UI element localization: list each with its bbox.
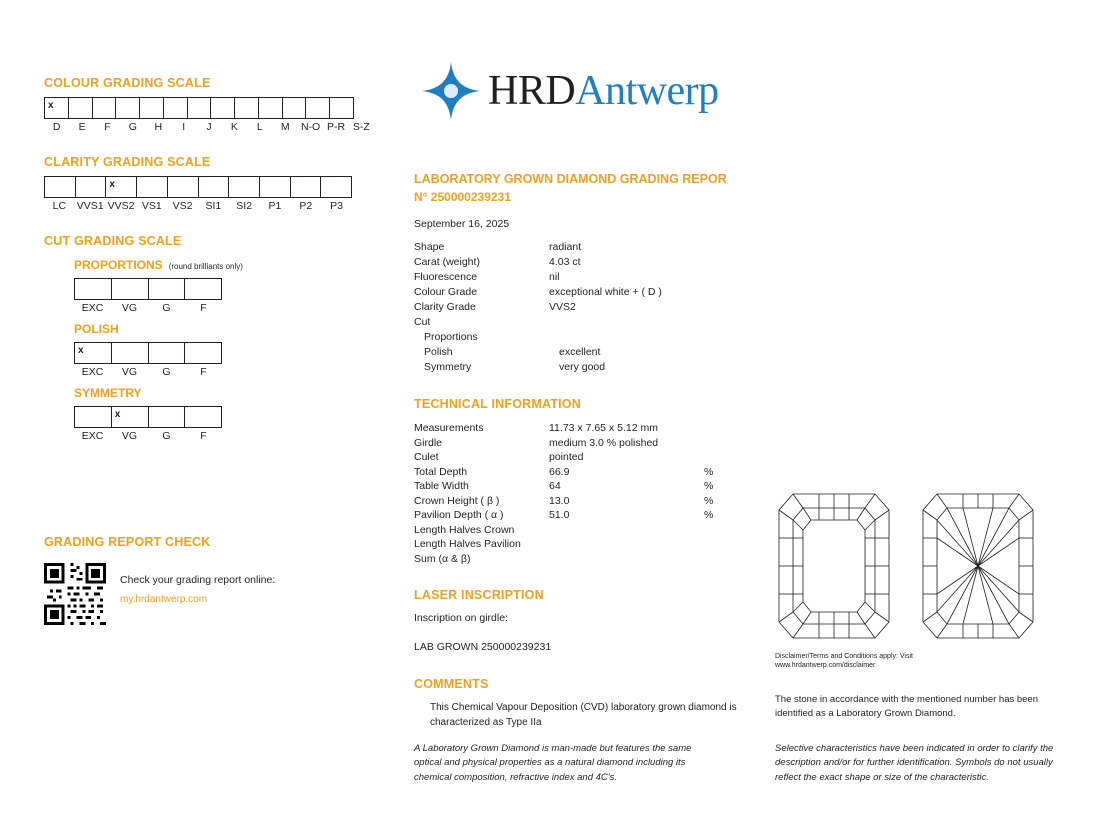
symmetry-scale-label: VG [121, 430, 138, 442]
colour-scale-cell [235, 98, 259, 118]
symmetry-cell [112, 407, 149, 427]
clarity-scale-label: P1 [268, 200, 282, 212]
report-field-value: 4.03 ct [549, 256, 581, 268]
colour-scale-label: E [78, 121, 86, 133]
technical-row [414, 508, 744, 523]
technical-unit [704, 523, 744, 538]
clarity-scale-label: P3 [330, 200, 343, 212]
technical-unit: % [704, 465, 714, 478]
polish-scale-label: G [162, 366, 171, 378]
technical-key: Culet [414, 451, 439, 463]
technical-value: 64 [549, 480, 561, 492]
colour-scale-label: G [128, 121, 137, 133]
crown-view-diagram [775, 490, 893, 642]
clarity-scale-cell [168, 177, 199, 197]
report-number: N° 250000239231 [414, 190, 511, 204]
comments-title: COMMENTS [414, 677, 489, 691]
proportions-note: (round brilliants only) [168, 262, 243, 271]
report-field-key: Shape [414, 241, 445, 253]
proportions-cell [149, 279, 186, 299]
technical-key: Measurements [414, 422, 484, 434]
technical-unit [704, 436, 744, 451]
logo-hrd-text: HRD [488, 68, 576, 114]
technical-key: Sum (α & β) [414, 552, 471, 565]
clarity-scale-boxes [44, 176, 352, 198]
report-field-row [414, 360, 744, 375]
polish-cell [112, 343, 149, 363]
colour-scale-label: F [104, 121, 111, 133]
technical-key: Length Halves Pavilion [414, 538, 521, 550]
symmetry-scale-label: F [200, 430, 207, 442]
colour-scale-cell [164, 98, 188, 118]
stone-identification-note: The stone in accordance with the mentioned number has been identified as a Laboratory Grown Diamond. [775, 693, 1038, 720]
report-field-key: Colour Grade [414, 286, 478, 298]
technical-value: 66.9 [549, 465, 570, 478]
colour-scale-label: H [154, 121, 163, 133]
polish-boxes [74, 342, 222, 364]
technical-row [414, 421, 744, 436]
hrd-antwerp-logo [420, 60, 719, 122]
proportions-scale [74, 278, 374, 314]
clarity-scale-cell [45, 177, 76, 197]
clarity-scale-label: VVS1 [76, 200, 104, 212]
technical-key: Pavilion Depth ( α ) [414, 509, 504, 521]
technical-value [549, 523, 704, 538]
symmetry-scale [74, 406, 374, 442]
proportions-cell [75, 279, 112, 299]
report-field-value [559, 330, 744, 345]
colour-scale-cell [116, 98, 140, 118]
report-field-row [414, 255, 744, 270]
report-field-value: very good [559, 361, 606, 373]
clarity-scale-title: CLARITY GRADING SCALE [44, 155, 211, 169]
technical-row [414, 523, 744, 538]
proportions-label-row [74, 258, 374, 272]
grading-report-check [44, 535, 364, 625]
technical-unit: % [704, 509, 714, 521]
proportions-cell [185, 279, 222, 299]
clarity-scale-label: VS1 [141, 200, 162, 212]
clarity-scale-cell [199, 177, 230, 197]
pavilion-view-diagram [919, 490, 1037, 642]
technical-information-title: TECHNICAL INFORMATION [414, 397, 581, 411]
technical-information-table [414, 421, 744, 566]
technical-value [549, 537, 704, 552]
report-field-row [414, 330, 744, 345]
clarity-scale-mark: x [109, 179, 115, 190]
proportions-cell [112, 279, 149, 299]
clarity-scale-label: SI2 [236, 200, 253, 212]
symmetry-mark: x [114, 409, 121, 420]
clarity-scale-cell [106, 177, 137, 197]
technical-value [549, 552, 704, 567]
report-field-value: excellent [559, 346, 601, 358]
proportions-boxes [74, 278, 222, 300]
technical-row [414, 436, 744, 451]
report-details-column [414, 172, 744, 730]
diagram-column [775, 490, 1065, 721]
colour-scale-cell [306, 98, 330, 118]
grading-report-check-title: GRADING REPORT CHECK [44, 535, 211, 549]
report-field-key: Carat (weight) [414, 256, 480, 268]
laser-inscription-title: LASER INSCRIPTION [414, 588, 544, 602]
colour-scale-label: I [182, 121, 186, 133]
report-field-row [414, 300, 744, 315]
report-field-key: Symmetry [424, 361, 472, 373]
report-field-row [414, 240, 744, 255]
colour-scale-cell [140, 98, 164, 118]
colour-scale-mark: x [48, 100, 54, 111]
comments-body: This Chemical Vapour Deposition (CVD) laboratory grown diamond is characterized as Type IIa [430, 702, 737, 728]
colour-scale-label: L [256, 121, 263, 133]
clarity-scale-label: SI1 [205, 200, 222, 212]
laser-inscription-label: Inscription on girdle: [414, 612, 508, 624]
report-field-value: VVS2 [549, 301, 576, 313]
proportions-label: PROPORTIONS [74, 258, 163, 272]
report-field-value: exceptional white + ( D ) [549, 286, 662, 298]
colour-scale-cell [69, 98, 93, 118]
logo-antwerp-text: Antwerp [575, 68, 719, 114]
technical-row [414, 537, 744, 552]
clarity-scale-cell [291, 177, 322, 197]
colour-scale-cell [330, 98, 354, 118]
cut-scale-title: CUT GRADING SCALE [44, 234, 182, 248]
technical-key: Table Width [414, 480, 469, 492]
clarity-scale-cell [76, 177, 107, 197]
technical-value: medium 3.0 % polished [549, 436, 659, 449]
polish-scale-label: VG [121, 366, 138, 378]
technical-value: 11.73 x 7.65 x 5.12 mm [549, 422, 658, 434]
laser-inscription-value: LAB GROWN 250000239231 [414, 641, 552, 653]
polish-cell [149, 343, 186, 363]
symmetry-cell [185, 407, 222, 427]
technical-unit: % [704, 494, 714, 507]
clarity-scale-cell [229, 177, 260, 197]
clarity-scale-label: LC [52, 200, 67, 212]
colour-scale-boxes [44, 97, 354, 119]
polish-scale-label: F [200, 366, 207, 378]
colour-scale-cell [259, 98, 283, 118]
colour-grading-scale [44, 76, 374, 133]
report-field-key: Cut [414, 316, 431, 328]
symmetry-cell [75, 407, 112, 427]
proportions-scale-label: EXC [81, 302, 104, 314]
colour-scale-label: J [206, 121, 212, 133]
clarity-scale-cell [137, 177, 168, 197]
polish-cell [185, 343, 222, 363]
colour-scale-cell [93, 98, 117, 118]
colour-scale-label: M [280, 121, 290, 133]
stone-diagrams [775, 490, 1065, 642]
grading-report-check-link[interactable]: my.hrdantwerp.com [120, 593, 208, 605]
symmetry-scale-label: G [162, 430, 171, 442]
technical-row [414, 450, 744, 465]
clarity-grading-scale [44, 155, 374, 212]
technical-unit: % [704, 480, 714, 492]
report-field-key: Fluorescence [414, 271, 478, 283]
report-field-row [414, 315, 744, 330]
technical-key: Length Halves Crown [414, 523, 515, 536]
proportions-labels [74, 302, 374, 314]
colour-scale-cell [283, 98, 307, 118]
colour-scale-label: P-R [326, 121, 346, 133]
clarity-scale-label: VVS2 [107, 200, 135, 212]
selective-characteristics-note: Selective characteristics have been indicated in order to clarify the description and/or for further identification. Symbols do not usually reflect the exact shape or size of the characteristic. [775, 743, 1054, 783]
colour-scale-label: K [230, 121, 238, 133]
symmetry-boxes [74, 406, 222, 428]
clarity-scale-cell [321, 177, 352, 197]
report-field-value: radiant [549, 241, 582, 253]
report-date: September 16, 2025 [414, 218, 510, 230]
colour-scale-label: D [52, 121, 61, 133]
polish-scale [74, 342, 374, 378]
clarity-scale-labels [44, 200, 374, 212]
polish-label: POLISH [74, 322, 119, 336]
colour-scale-cell [211, 98, 235, 118]
technical-unit [704, 537, 744, 552]
report-field-value: nil [549, 271, 560, 283]
technical-unit [704, 450, 744, 465]
technical-key: Crown Height ( β ) [414, 494, 500, 507]
report-field-key: Proportions [424, 331, 478, 343]
colour-scale-label: N-O [300, 121, 321, 133]
proportions-scale-label: VG [121, 302, 138, 314]
clarity-scale-label: P2 [299, 200, 313, 212]
symmetry-label: SYMMETRY [74, 386, 142, 400]
proportions-scale-label: G [162, 302, 171, 314]
technical-value: pointed [549, 451, 584, 463]
report-fields [414, 240, 744, 375]
technical-value: 13.0 [549, 494, 570, 507]
technical-row [414, 465, 744, 480]
colour-scale-labels [44, 121, 374, 133]
technical-unit [704, 421, 744, 436]
clarity-scale-label: VS2 [172, 200, 193, 212]
sparkle-icon [420, 60, 482, 122]
technical-unit [704, 552, 744, 567]
laboratory-grown-legal-note: A Laboratory Grown Diamond is man-made but features the same optical and physical properties as a natural diamond including its chemical composition, refractive index and 4C's. [414, 743, 692, 783]
symmetry-labels [74, 430, 374, 442]
polish-labels [74, 366, 374, 378]
report-field-row [414, 345, 744, 360]
report-field-row [414, 285, 744, 300]
report-field-value [549, 315, 744, 330]
technical-row [414, 494, 744, 509]
polish-cell [75, 343, 112, 363]
colour-scale-cell [188, 98, 212, 118]
technical-key: Girdle [414, 436, 443, 449]
technical-row [414, 479, 744, 494]
report-field-row [414, 270, 744, 285]
technical-key: Total Depth [414, 465, 468, 478]
qr-code-icon[interactable] [44, 563, 106, 625]
report-field-key: Clarity Grade [414, 301, 476, 313]
cut-grading-scale [44, 234, 374, 442]
colour-scale-title: COLOUR GRADING SCALE [44, 76, 211, 90]
disclaimer-text: Disclaimer/Terms and Conditions apply: Visit www.hrdantwerp.com/disclaimer [775, 653, 913, 670]
symmetry-scale-label: EXC [81, 430, 104, 442]
symmetry-cell [149, 407, 186, 427]
clarity-scale-cell [260, 177, 291, 197]
technical-row [414, 552, 744, 567]
polish-scale-label: EXC [81, 366, 104, 378]
technical-value: 51.0 [549, 509, 570, 521]
colour-scale-label: S-Z [352, 121, 370, 133]
polish-mark: x [78, 345, 84, 356]
colour-scale-cell [45, 98, 69, 118]
report-field-key: Polish [424, 346, 453, 358]
grading-scales-column [44, 76, 374, 442]
proportions-scale-label: F [200, 302, 207, 314]
report-title: LABORATORY GROWN DIAMOND GRADING REPOR [414, 172, 727, 186]
grading-report-check-text: Check your grading report online: [120, 574, 276, 586]
